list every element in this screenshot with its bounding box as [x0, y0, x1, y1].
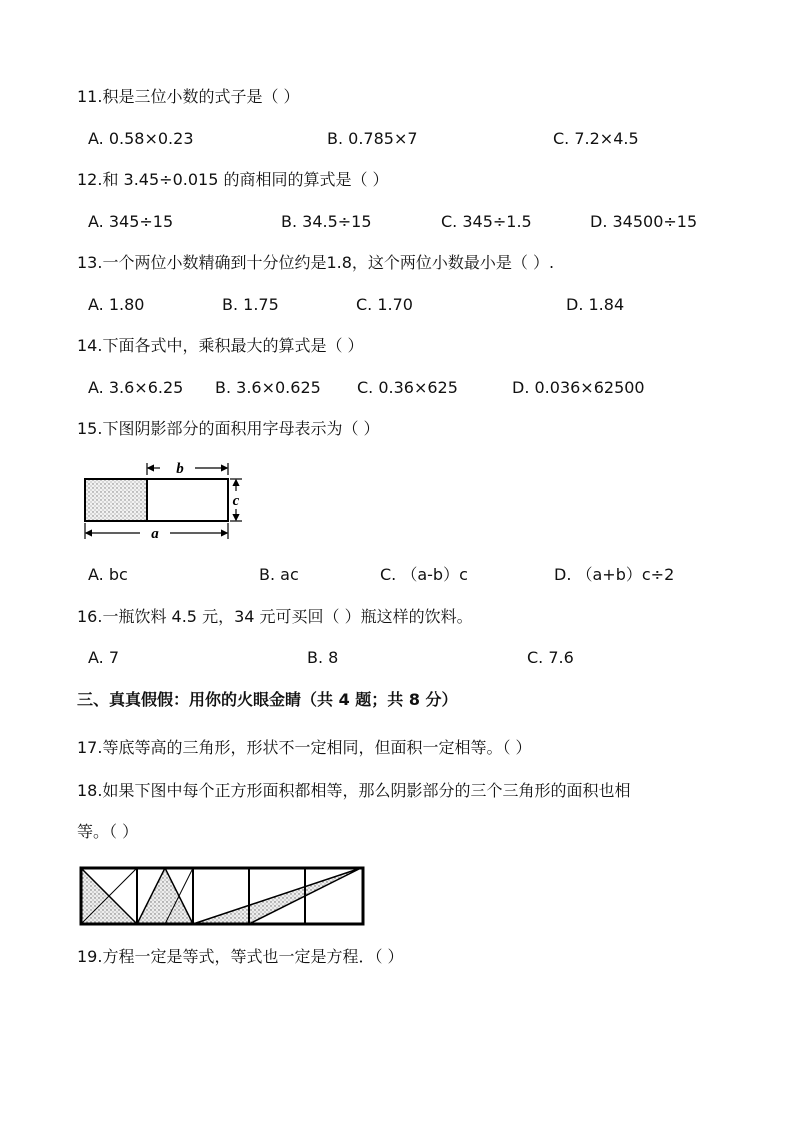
question-13-option-a: A. 1.80: [88, 295, 145, 314]
label-c: c: [232, 493, 240, 509]
question-14-option-d: D. 0.036×62500: [512, 378, 645, 397]
question-18-stem-line1: 18.如果下图中每个正方形面积都相等，那么阴影部分的三个三角形的面积也相: [77, 781, 631, 800]
question-12-stem: 12.和 3.45÷0.015 的商相同的算式是（ ）: [77, 170, 389, 189]
question-12-option-a: A. 345÷15: [88, 212, 174, 231]
question-13-stem: 13.一个两位小数精确到十分位约是1.8，这个两位小数最小是（ ）.: [77, 253, 555, 272]
question-16-option-a: A. 7: [88, 648, 120, 667]
label-b: b: [176, 461, 184, 477]
squares-triangles-figure: [78, 865, 370, 929]
question-11-stem: 11.积是三位小数的式子是（ ）: [77, 87, 300, 106]
question-14-option-c: C. 0.36×625: [357, 378, 458, 397]
question-12-option-c: C. 345÷1.5: [441, 212, 532, 231]
question-14-option-a: A. 3.6×6.25: [88, 378, 184, 397]
question-15-option-a: A. bc: [88, 565, 128, 584]
question-16-option-c: C. 7.6: [527, 648, 574, 667]
question-11-option-c: C. 7.2×4.5: [553, 129, 639, 148]
question-15-option-b: B. ac: [259, 565, 299, 584]
section-3-heading: 三、真真假假：用你的火眼金睛（共 4 题；共 8 分）: [77, 690, 458, 709]
question-18-stem-line2: 等。（ ）: [77, 822, 139, 841]
question-14-stem: 14.下面各式中，乘积最大的算式是（ ）: [77, 336, 364, 355]
question-12-option-d: D. 34500÷15: [590, 212, 698, 231]
question-16-stem: 16.一瓶饮料 4.5 元，34 元可买回（ ）瓶这样的饮料。: [77, 607, 473, 626]
question-13-option-b: B. 1.75: [222, 295, 279, 314]
label-a: a: [151, 526, 159, 542]
question-14-option-b: B. 3.6×0.625: [215, 378, 321, 397]
question-11-option-a: A. 0.58×0.23: [88, 129, 194, 148]
question-15-stem: 15.下图阴影部分的面积用字母表示为（ ）: [77, 419, 380, 438]
question-13-option-d: D. 1.84: [566, 295, 625, 314]
rectangle-shaded-figure: [80, 455, 250, 545]
question-17-stem: 17.等底等高的三角形，形状不一定相同，但面积一定相等。（ ）: [77, 738, 532, 757]
question-13-option-c: C. 1.70: [356, 295, 413, 314]
question-15-option-d: D. （a+b）c÷2: [554, 565, 675, 584]
question-15-option-c: C. （a-b）c: [380, 565, 468, 584]
question-16-option-b: B. 8: [307, 648, 339, 667]
question-12-option-b: B. 34.5÷15: [281, 212, 372, 231]
question-11-option-b: B. 0.785×7: [327, 129, 418, 148]
question-19-stem: 19.方程一定是等式，等式也一定是方程．（ ）: [77, 947, 404, 966]
